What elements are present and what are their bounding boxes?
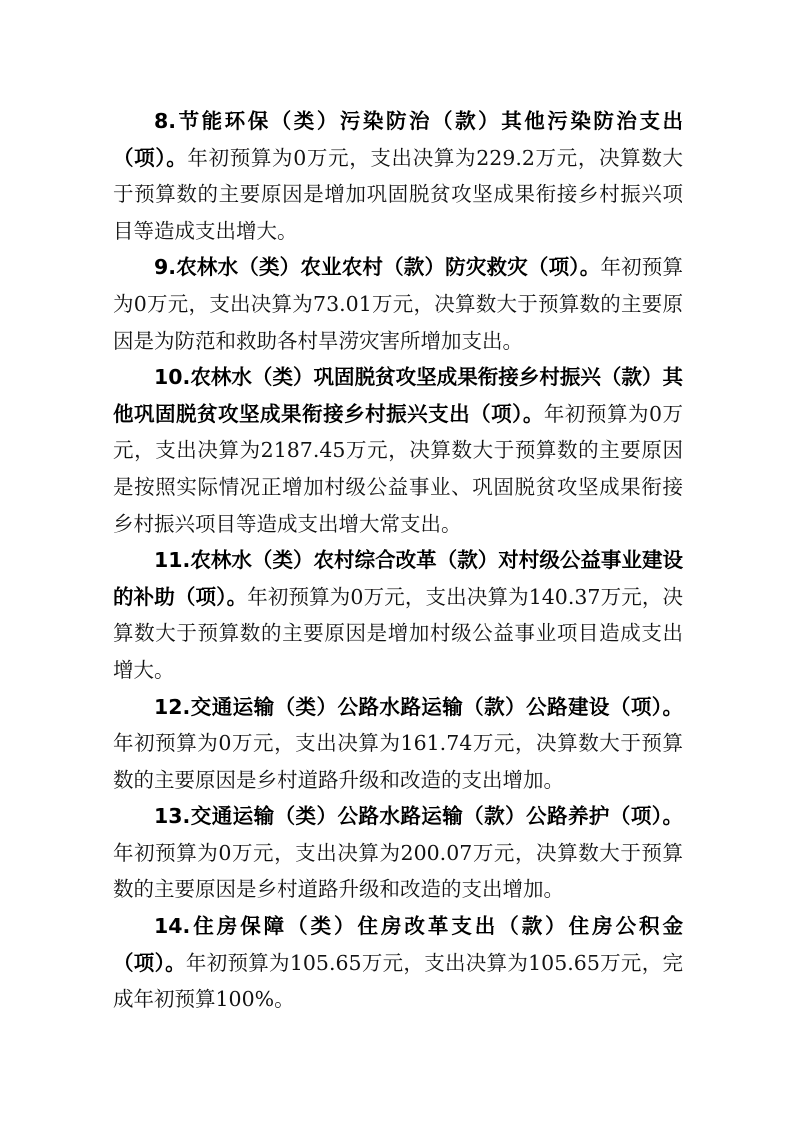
paragraph-heading: 13.交通运输（类）公路水路运输（款）公路养护（项）。 [154,804,683,829]
paragraph-heading: 9.农林水（类）农业农村（款）防灾救灾（项）。 [154,255,601,280]
paragraph-text: 年初预算为0万元，支出决算为140.37万元，决算数大于预算数的主要原因是增加村级公益事业项目造成支出增大。 [113,584,684,682]
paragraph-11 [113,542,683,688]
document-body [113,103,683,1018]
paragraph-8 [113,103,683,249]
paragraph-text: 年初预算为105.65万元，支出决算为105.65万元，完成年初预算100%。 [113,950,684,1012]
paragraph-heading: 8.节能环保（类）污染防治（款）其他污染防治支出（项）。 [113,109,683,170]
paragraph-text: 年初预算为0万元，支出决算为161.74万元，决算数大于预算数的主要原因是乡村道路升级和改造的支出增加。 [113,731,683,792]
paragraph-heading: 11.农林水（类）农村综合改革（款）对村级公益事业建设的补助（项）。 [113,548,683,609]
paragraph-heading: 14.住房保障（类）住房改革支出（款）住房公积金（项）。 [113,914,683,975]
paragraph-9 [113,249,683,359]
paragraph-heading: 12.交通运输（类）公路水路运输（款）公路建设（项）。 [154,694,683,719]
paragraph-text: 年初预算为0万元，支出决算为200.07万元，决算数大于预算数的主要原因是乡村道路升级和改造的支出增加。 [113,840,683,902]
paragraph-13 [113,798,683,908]
paragraph-14 [113,908,683,1018]
paragraph-text: 年初预算为0万元，支出决算为229.2万元，决算数大于预算数的主要原因是增加巩固脱贫攻坚成果衔接乡村振兴项目等造成支出增大。 [113,145,684,243]
paragraph-10 [113,359,683,542]
paragraph-text: 年初预算为0万元，支出决算为2187.45万元，决算数大于预算数的主要原因是按照实际情况正增加村级公益事业、巩固脱贫攻坚成果衔接乡村振兴项目等造成支出增大常支出。 [113,401,684,536]
paragraph-12 [113,689,683,799]
paragraph-heading: 10.农林水（类）巩固脱贫攻坚成果衔接乡村振兴（款）其他巩固脱贫攻坚成果衔接乡村振兴支出（项）。 [113,365,683,426]
paragraph-text: 年初预算为0万元，支出决算为73.01万元，决算数大于预算数的主要原因是为防范和救助各村旱涝灾害所增加支出。 [113,255,683,353]
